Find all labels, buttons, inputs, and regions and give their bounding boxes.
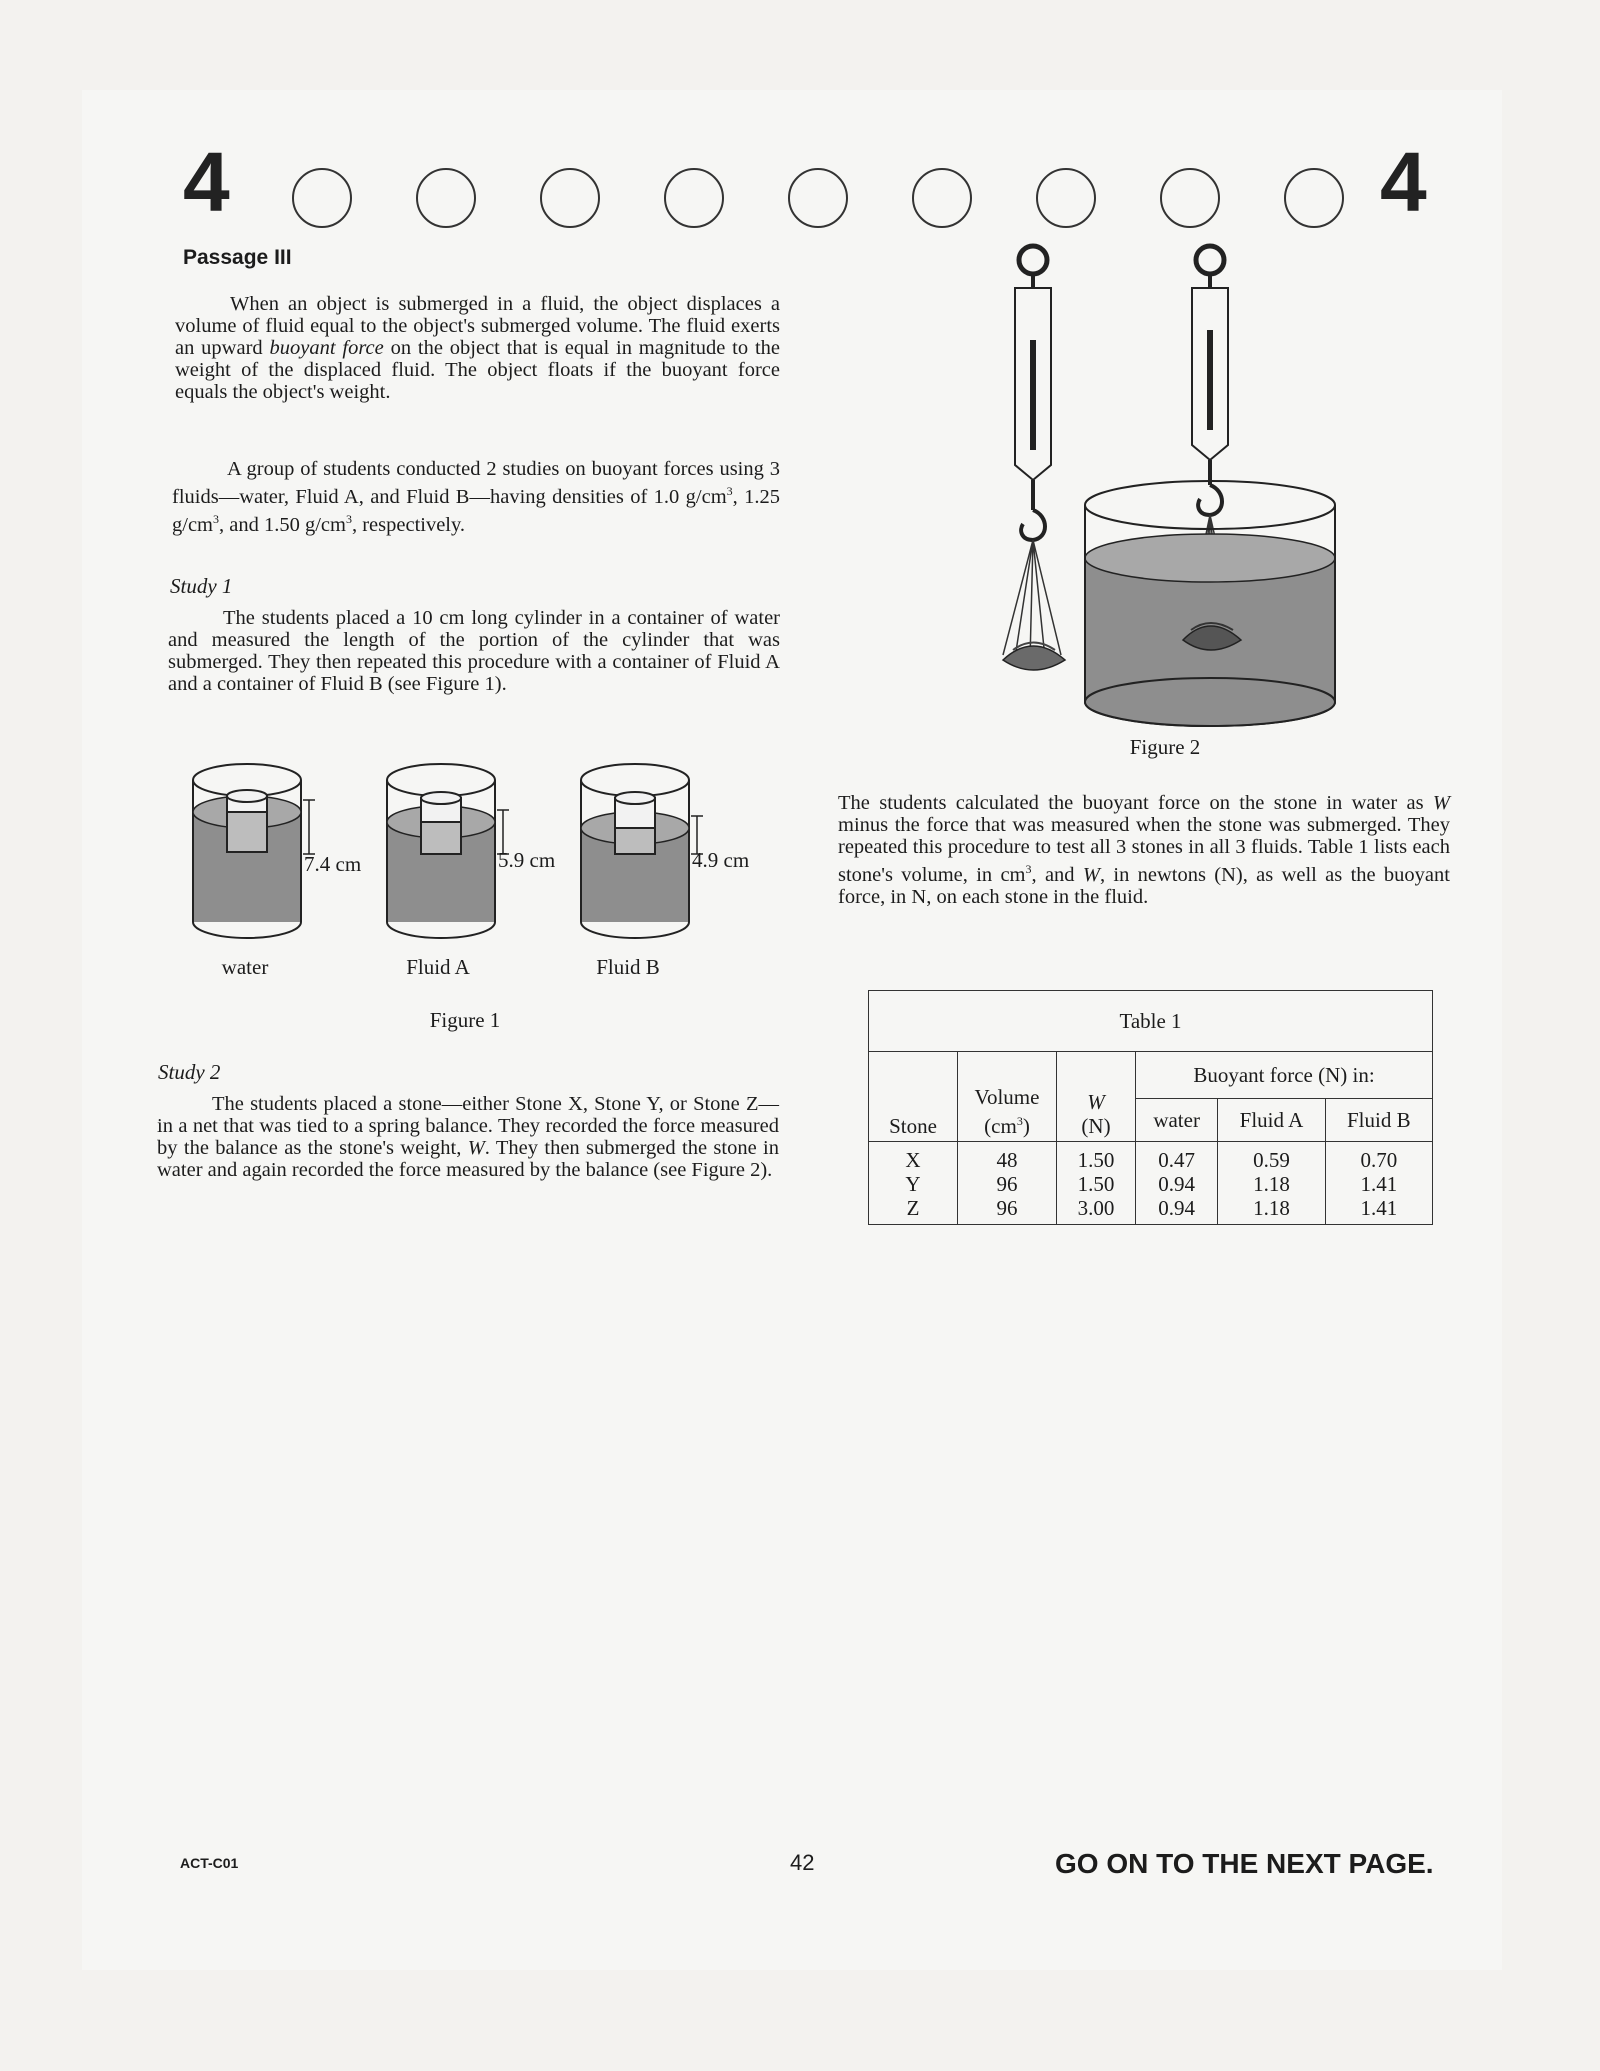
- figure1-diagram: [185, 750, 745, 950]
- header-circle-7: [1036, 168, 1096, 228]
- section-number-right: 4: [1380, 135, 1427, 229]
- study2-text: The students placed a stone—either Stone X, Stone Y, or Stone Z—in a net that was tied to a spring balance. They recorded the force measured by the balance as the stone's weight, W. They then submerged the stone in water and again recorded the force measured by the balance (see Figure 2).: [157, 1093, 779, 1181]
- header-circle-4: [664, 168, 724, 228]
- header-circle-2: [416, 168, 476, 228]
- header-circle-9: [1284, 168, 1344, 228]
- spring-balance-submerged: [1085, 246, 1335, 726]
- study2-continued-text: The students calculated the buoyant force on the stone in water as W minus the force that was measured when the stone was submerged. They repeated this procedure to test all 3 stones in all 3 fluids. Table 1 lists each stone's volume, in $cm^3$, and W, in newtons (N), as well as the buoyant force, in N, on each stone in the fluid.: [838, 792, 1450, 908]
- col-header-water: water: [1136, 1099, 1218, 1142]
- measurement-fluid-a: 5.9 cm: [498, 848, 556, 872]
- cell-fluid-a: 0.59 1.18 1.18: [1218, 1142, 1325, 1225]
- figure1-caption: Figure 1: [429, 1008, 501, 1032]
- col-header-buoyant: Buoyant force (N) in:: [1136, 1052, 1433, 1099]
- study1-title: Study 1: [170, 574, 233, 598]
- table-row: [869, 1142, 1433, 1225]
- header-circle-8: [1160, 168, 1220, 228]
- figure2-diagram: [985, 240, 1465, 730]
- header-circle-5: [788, 168, 848, 228]
- header-circle-3: [540, 168, 600, 228]
- spring-balance-air: [1003, 246, 1065, 670]
- container-fluid-a: [387, 764, 509, 938]
- page-number: 42: [790, 1850, 815, 1875]
- col-header-w: W (N): [1057, 1052, 1136, 1142]
- col-header-stone: Stone: [869, 1052, 958, 1142]
- measurement-fluid-b: 4.9 cm: [692, 848, 750, 872]
- table-title: Table 1: [869, 991, 1433, 1052]
- col-header-volume: Volume $(cm^3)$: [958, 1052, 1057, 1142]
- cell-water: 0.47 0.94 0.94: [1136, 1142, 1218, 1225]
- cell-stone: X Y Z: [869, 1142, 958, 1225]
- intro-paragraph-2: A group of students conducted 2 studies on buoyant forces using 3 fluids—water, Fluid A, and Fluid B—having densities of 1.0 $g/cm^3$, 1.25 $g/cm^3$, and 1.50 $g/cm^3$, respectively.: [172, 458, 780, 536]
- cell-fluid-b: 0.70 1.41 1.41: [1325, 1142, 1432, 1225]
- figure2-caption: Figure 2: [1129, 735, 1201, 759]
- study2-title: Study 2: [158, 1060, 221, 1084]
- cell-volume: 48 96 96: [958, 1142, 1057, 1225]
- footer-code: ACT-C01: [180, 1855, 239, 1871]
- cell-w: 1.50 1.50 3.00: [1057, 1142, 1136, 1225]
- header-circle-6: [912, 168, 972, 228]
- label-fluid-a: Fluid A: [406, 955, 470, 979]
- label-fluid-b: Fluid B: [596, 955, 660, 979]
- go-on-next-page: GO ON TO THE NEXT PAGE.: [1055, 1848, 1434, 1879]
- study1-text: The students placed a 10 cm long cylinder in a container of water and measured the length of the portion of the cylinder that was submerged. They then repeated this procedure with a container of Fluid A and a container of Fluid B (see Figure 1).: [168, 607, 780, 695]
- measurement-water: 7.4 cm: [304, 852, 362, 876]
- intro-paragraph-1: When an object is submerged in a fluid, the object displaces a volume of fluid equal to the object's submerged volume. The fluid exerts an upward buoyant force on the object that is equal in magnitude to the weight of the displaced fluid. The object floats if the buoyant force equals the object's weight.: [175, 293, 780, 403]
- header-circle-1: [292, 168, 352, 228]
- table-1: [868, 990, 1433, 1225]
- container-fluid-b: [581, 764, 703, 938]
- label-water: water: [221, 955, 269, 979]
- passage-label: Passage III: [183, 246, 292, 269]
- section-number-left: 4: [183, 135, 230, 229]
- col-header-fluid-b: Fluid B: [1325, 1099, 1432, 1142]
- col-header-fluid-a: Fluid A: [1218, 1099, 1325, 1142]
- container-water: [193, 764, 315, 938]
